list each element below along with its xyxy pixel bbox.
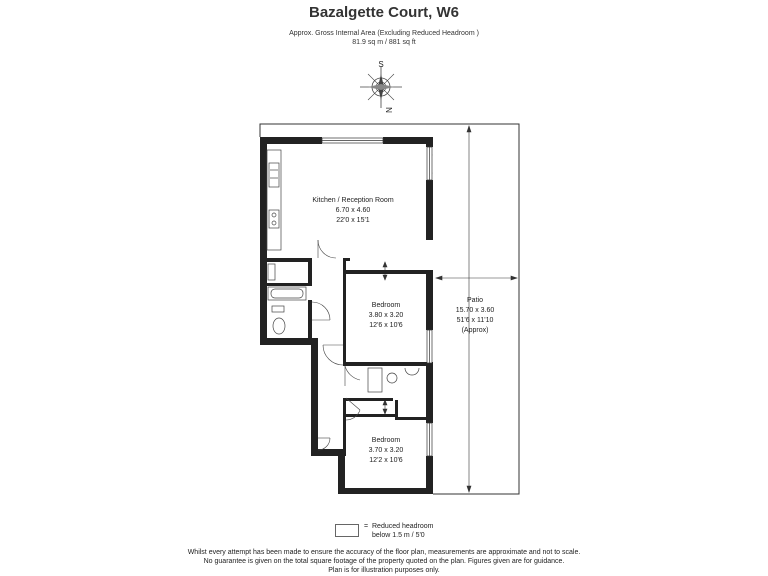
legend-line-1: Reduced headroom — [372, 523, 434, 530]
room-kitchen-imperial: 22'0 x 15'1 — [336, 217, 370, 224]
legend-symbol: = — [364, 523, 369, 530]
room-bedroom-2-name: Bedroom — [371, 437, 401, 444]
compass-north-letter: N — [384, 107, 393, 113]
room-patio-name: Patio — [467, 297, 483, 304]
area-caption: Approx. Gross Internal Area (Excluding Reduced Headroom ) — [289, 30, 479, 37]
room-bedroom-2-imperial: 12'2 x 10'6 — [369, 457, 403, 464]
room-kitchen-name: Kitchen / Reception Room — [312, 197, 394, 204]
room-patio-metric: 15.70 x 3.60 — [455, 307, 495, 314]
room-patio-note: (Approx) — [461, 327, 489, 334]
interior-walls — [267, 258, 433, 456]
room-bedroom-1-imperial: 12'6 x 10'6 — [369, 322, 403, 329]
room-bedroom-2 — [350, 436, 422, 466]
compass-south-letter: S — [378, 60, 384, 69]
room-bedroom-2-metric: 3.70 x 3.20 — [368, 447, 404, 454]
room-patio-imperial: 51'6 x 11'10 — [456, 317, 494, 324]
room-bedroom-1 — [350, 301, 422, 331]
room-bedroom-1-name: Bedroom — [371, 302, 401, 309]
disclaimer-line-3: Plan is for illustration purposes only. — [328, 567, 440, 574]
disclaimer-line-2: No guarantee is given on the total square footage of the property quoted on the plan. Figures given are for guidance. — [203, 558, 565, 565]
windows — [322, 138, 432, 456]
page-title: Bazalgette Court, W6 — [308, 4, 459, 21]
kitchen-fittings — [267, 150, 281, 250]
reduced-headroom-swatch — [335, 524, 359, 537]
room-bedroom-1-metric: 3.80 x 3.20 — [368, 312, 404, 319]
disclaimer-line-1: Whilst every attempt has been made to ensure the accuracy of the floor plan, measurements are approximate and not to scale. — [187, 549, 581, 556]
room-patio — [440, 296, 510, 336]
room-kitchen-metric: 6.70 x 4.60 — [335, 207, 371, 214]
room-kitchen — [298, 196, 408, 226]
legend-line-2: below 1.5 m / 5'0 — [372, 532, 425, 539]
compass-icon — [360, 66, 402, 108]
area-value: 81.9 sq m / 881 sq ft — [352, 39, 416, 46]
